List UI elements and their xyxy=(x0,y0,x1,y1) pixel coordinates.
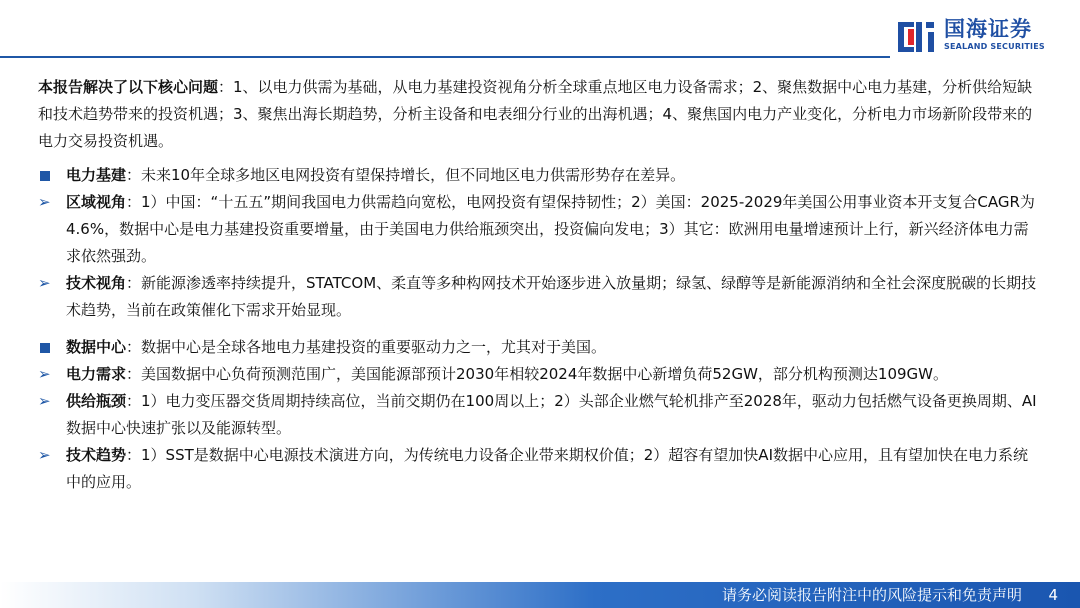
header-rule xyxy=(0,56,890,58)
sealand-logo-icon xyxy=(896,16,938,58)
list-item xyxy=(38,361,1042,388)
arrow-bullet-icon: ➢ xyxy=(38,392,51,410)
intro-text: ：1、以电力供需为基础，从电力基建投资视角分析全球重点地区电力设备需求；2、聚焦数据中心电力基建，分析供给短缺和技术趋势带来的投资机遇；3、聚焦出海长期趋势，分析主设备和电表细分行业的出海机遇；4、聚焦国内电力产业变化，分析电力市场新阶段带来的电力交易投资机遇。 xyxy=(38,78,1033,150)
footer-bar xyxy=(0,582,1080,608)
item-text: ：美国数据中心负荷预测范围广，美国能源部预计2030年相较2024年数据中心新增负荷52GW，部分机构预测达109GW。 xyxy=(126,365,948,383)
arrow-bullet-icon: ➢ xyxy=(38,193,51,211)
item-text: ：1）SST是数据中心电源技术演进方向，为传统电力设备企业带来期权价值；2）超容有望加快AI数据中心应用，且有望加快在电力系统中的应用。 xyxy=(66,446,1028,491)
list-item xyxy=(38,270,1042,324)
company-logo xyxy=(896,16,1066,60)
slide-content xyxy=(38,74,1042,496)
arrow-bullet-icon: ➢ xyxy=(38,446,51,464)
item-label: 电力需求 xyxy=(66,365,127,383)
square-bullet-icon xyxy=(40,171,50,181)
logo-name-en: SEALAND SECURITIES xyxy=(944,42,1045,51)
intro-lead: 本报告解决了以下核心问题 xyxy=(38,78,219,96)
intro-paragraph xyxy=(38,74,1042,155)
logo-name-cn: 国海证券 xyxy=(944,17,1032,41)
list-item xyxy=(38,442,1042,496)
page-number: 4 xyxy=(1048,586,1058,604)
section-text: ：数据中心是全球各地电力基建投资的重要驱动力之一，尤其对于美国。 xyxy=(126,338,607,356)
item-text: ：1）电力变压器交货周期持续高位，当前交期仍在100周以上；2）头部企业燃气轮机排产至2028年，驱动力包括燃气设备更换周期、AI数据中心快速扩张以及能源转型。 xyxy=(66,392,1037,437)
item-text: ：新能源渗透率持续提升，STATCOM、柔直等多种构网技术开始逐步进入放量期；绿氢、绿醇等是新能源消纳和全社会深度脱碳的长期技术趋势，当前在政策催化下需求开始显现。 xyxy=(66,274,1037,319)
item-label: 技术趋势 xyxy=(66,446,127,464)
arrow-bullet-icon: ➢ xyxy=(38,365,51,383)
disclaimer-text: 请务必阅读报告附注中的风险提示和免责声明 xyxy=(721,586,1022,604)
list-item xyxy=(38,189,1042,270)
section-title: 数据中心 xyxy=(66,338,127,356)
section-power-infrastructure xyxy=(38,162,1042,189)
item-text: ：1）中国：“十五五”期间我国电力供需趋向宽松，电网投资有望保持韧性；2）美国：2025-2029年美国公用事业资本开支复合CAGR为4.6%，数据中心是电力基建投资重要增量，由于美国电力供给瓶颈突出，投资偏向发电；3）其它：欧洲用电量增速预计上行，新兴经济体电力需求依然强劲。 xyxy=(66,193,1035,265)
section-text: ：未来10年全球多地区电网投资有望保持增长，但不同地区电力供需形势存在差异。 xyxy=(126,166,686,184)
item-label: 区域视角 xyxy=(66,193,127,211)
section-title: 电力基建 xyxy=(66,166,127,184)
item-label: 供给瓶颈 xyxy=(66,392,127,410)
section-data-center xyxy=(38,334,1042,361)
arrow-bullet-icon: ➢ xyxy=(38,274,51,292)
item-label: 技术视角 xyxy=(66,274,127,292)
square-bullet-icon xyxy=(40,343,50,353)
list-item xyxy=(38,388,1042,442)
